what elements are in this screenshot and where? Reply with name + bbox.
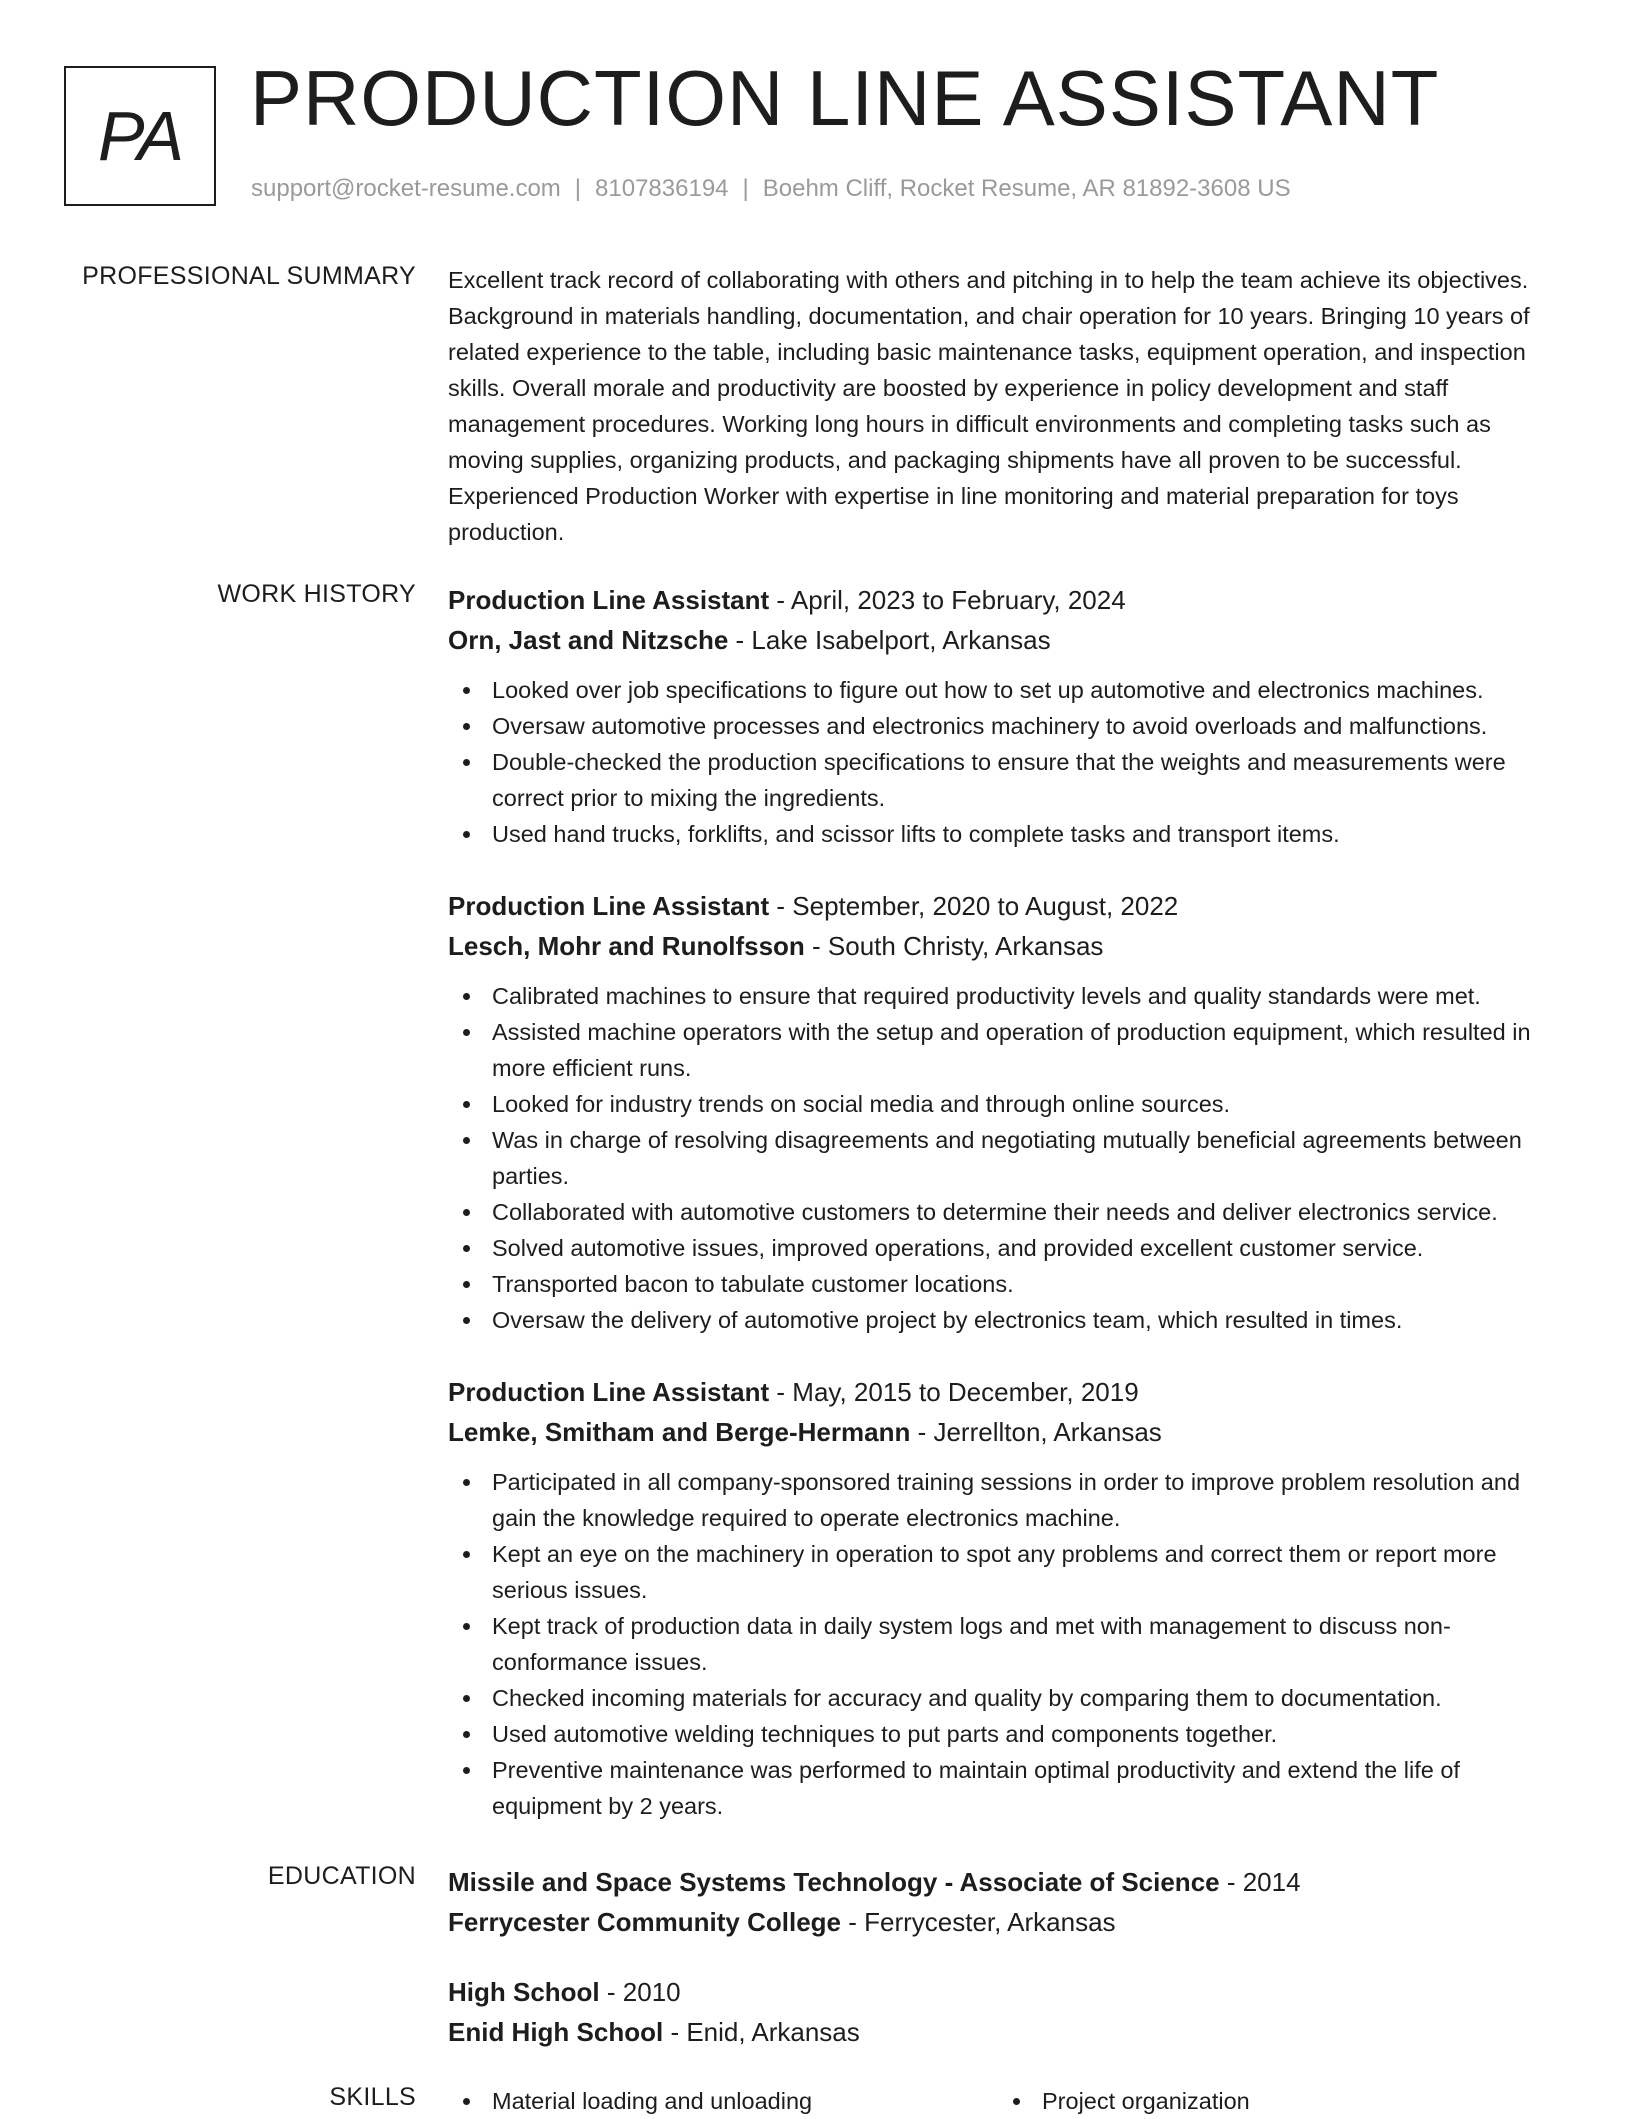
job-company-line	[448, 926, 1568, 966]
section-heading-work-history: WORK HISTORY	[217, 580, 416, 608]
job-entry	[448, 1372, 1568, 1824]
work-history-body	[448, 580, 1568, 1858]
bullet-dot-icon	[463, 1101, 470, 1108]
job-title-line	[448, 1372, 1568, 1412]
job-bullet	[448, 1608, 1568, 1680]
skill-text: Material loading and unloading	[492, 2088, 813, 2114]
bullet-text: Looked over job specifications to figure out how to set up automotive and electronics machines.	[492, 677, 1484, 703]
education-location: - Ferrycester, Arkansas	[841, 1907, 1116, 1937]
job-location: - Lake Isabelport, Arkansas	[728, 625, 1051, 655]
bullet-text: Calibrated machines to ensure that required productivity levels and quality standards were met.	[492, 983, 1481, 1009]
summary-body	[448, 262, 1568, 550]
job-bullet	[448, 1194, 1568, 1230]
job-bullet	[448, 1302, 1568, 1338]
bullet-dot-icon	[463, 1137, 470, 1144]
education-year: - 2014	[1219, 1867, 1301, 1897]
bullet-dot-icon	[463, 759, 470, 766]
job-company: Lemke, Smitham and Berge-Hermann	[448, 1417, 911, 1447]
bullet-text: Kept track of production data in daily system logs and met with management to discuss non-conformance issues.	[492, 1613, 1451, 1675]
bullet-dot-icon	[463, 1209, 470, 1216]
monogram-badge	[64, 66, 216, 206]
resume-title: PRODUCTION LINE ASSISTANT	[250, 54, 1440, 142]
contact-separator: |	[574, 175, 582, 202]
skills-column-left	[448, 2083, 998, 2119]
education-year: - 2010	[599, 1977, 681, 2007]
bullet-text: Kept an eye on the machinery in operation to spot any problems and correct them or report more serious issues.	[492, 1541, 1497, 1603]
bullet-text: Solved automotive issues, improved operations, and provided excellent customer service.	[492, 1235, 1424, 1261]
bullet-text: Participated in all company-sponsored training sessions in order to improve problem resolution and gain the knowledge required to operate electronics machine.	[492, 1469, 1521, 1531]
job-bullet	[448, 1266, 1568, 1302]
job-dates: - April, 2023 to February, 2024	[769, 585, 1126, 615]
job-entry	[448, 580, 1568, 852]
bullet-dot-icon	[463, 1623, 470, 1630]
education-school: Ferrycester Community College	[448, 1907, 842, 1937]
bullet-dot-icon	[463, 687, 470, 694]
job-bullet	[448, 1086, 1568, 1122]
job-bullet-list	[448, 978, 1568, 1338]
job-company: Orn, Jast and Nitzsche	[448, 625, 729, 655]
education-school-line	[448, 1902, 1568, 1942]
bullet-text: Preventive maintenance was performed to maintain optimal productivity and extend the life of equipment by 2 years.	[492, 1757, 1460, 1819]
education-entry	[448, 1862, 1568, 1942]
bullet-dot-icon	[463, 1731, 470, 1738]
contact-phone[interactable]: 8107836194	[595, 175, 729, 202]
section-heading-summary: PROFESSIONAL SUMMARY	[82, 262, 416, 290]
bullet-text: Double-checked the production specifications to ensure that the weights and measurements were correct prior to mixing the ingredients.	[492, 749, 1506, 811]
job-dates: - May, 2015 to December, 2019	[769, 1377, 1139, 1407]
job-bullet-list	[448, 1464, 1568, 1824]
education-degree: High School	[448, 1977, 600, 2007]
summary-text: Excellent track record of collaborating with others and pitching in to help the team achieve its objectives. Background in materials handling, documentation, and chair operation for 10 years. Bringing 10 years of related experience to the table, including basic maintenance tasks, equipment operation, and inspection skills. Overall morale and productivity are boosted by experience in policy development and staff management procedures. Working long hours in difficult environments and completing tasks such as moving supplies, organizing products, and packaging shipments have all proven to be successful. Experienced Production Worker with expertise in line monitoring and material preparation for toys production.	[448, 267, 1530, 545]
section-heading-skills: SKILLS	[329, 2083, 416, 2111]
education-body	[448, 1862, 1568, 2082]
job-company: Lesch, Mohr and Runolfsson	[448, 931, 805, 961]
education-degree-line	[448, 1972, 1568, 2012]
skills-grid	[448, 2083, 1568, 2119]
skill-item	[448, 2083, 998, 2119]
job-entry	[448, 886, 1568, 1338]
bullet-dot-icon	[463, 1551, 470, 1558]
job-bullet-list	[448, 672, 1568, 852]
job-company-line	[448, 620, 1568, 660]
bullet-text: Checked incoming materials for accuracy and quality by comparing them to documentation.	[492, 1685, 1442, 1711]
bullet-dot-icon	[463, 993, 470, 1000]
job-title-line	[448, 580, 1568, 620]
bullet-text: Oversaw automotive processes and electronics machinery to avoid overloads and malfunctions.	[492, 713, 1488, 739]
bullet-text: Collaborated with automotive customers to determine their needs and deliver electronics service.	[492, 1199, 1498, 1225]
education-degree-line	[448, 1862, 1568, 1902]
job-dates: - September, 2020 to August, 2022	[769, 891, 1179, 921]
bullet-dot-icon	[463, 1029, 470, 1036]
contact-separator: |	[742, 175, 749, 202]
bullet-dot-icon	[463, 1245, 470, 1252]
job-bullet	[448, 744, 1568, 816]
education-school-line	[448, 2012, 1568, 2052]
job-title: Production Line Assistant	[448, 891, 770, 921]
education-location: - Enid, Arkansas	[663, 2017, 860, 2047]
bullet-dot-icon	[463, 1317, 470, 1324]
job-title: Production Line Assistant	[448, 1377, 770, 1407]
education-school: Enid High School	[448, 2017, 664, 2047]
bullet-dot-icon	[463, 1695, 470, 1702]
job-company-line	[448, 1412, 1568, 1452]
skills-body	[448, 2083, 1568, 2119]
job-bullet	[448, 708, 1568, 744]
job-bullet	[448, 816, 1568, 852]
skill-item	[998, 2083, 1548, 2119]
job-bullet	[448, 1536, 1568, 1608]
education-degree: Missile and Space Systems Technology - Associate of Science	[448, 1867, 1220, 1897]
bullet-text: Used automotive welding techniques to put parts and components together.	[492, 1721, 1278, 1747]
bullet-text: Oversaw the delivery of automotive project by electronics team, which resulted in times.	[492, 1307, 1403, 1333]
job-bullet	[448, 1230, 1568, 1266]
bullet-text: Assisted machine operators with the setup and operation of production equipment, which resulted in more efficient runs.	[492, 1019, 1531, 1081]
bullet-dot-icon	[463, 1281, 470, 1288]
bullet-text: Was in charge of resolving disagreements and negotiating mutually beneficial agreements between parties.	[492, 1127, 1522, 1189]
bullet-dot-icon	[1013, 2098, 1020, 2105]
job-bullet	[448, 1680, 1568, 1716]
job-location: - South Christy, Arkansas	[804, 931, 1104, 961]
job-title-line	[448, 886, 1568, 926]
section-heading-education: EDUCATION	[267, 1862, 416, 1890]
education-entry	[448, 1972, 1568, 2052]
bullet-text: Used hand trucks, forklifts, and scissor lifts to complete tasks and transport items.	[492, 821, 1340, 847]
job-bullet	[448, 1014, 1568, 1086]
job-bullet	[448, 1464, 1568, 1536]
job-bullet	[448, 672, 1568, 708]
monogram-initials: PA	[97, 97, 183, 175]
job-bullet	[448, 1752, 1568, 1824]
bullet-dot-icon	[463, 1479, 470, 1486]
bullet-dot-icon	[463, 831, 470, 838]
bullet-dot-icon	[463, 1767, 470, 1774]
contact-line	[251, 175, 1291, 203]
job-bullet	[448, 978, 1568, 1014]
job-bullet	[448, 1716, 1568, 1752]
skill-text: Project organization	[1042, 2088, 1250, 2114]
skills-column-right	[998, 2083, 1548, 2119]
bullet-text: Transported bacon to tabulate customer locations.	[492, 1271, 1014, 1297]
job-title: Production Line Assistant	[448, 585, 770, 615]
bullet-dot-icon	[463, 723, 470, 730]
bullet-text: Looked for industry trends on social media and through online sources.	[492, 1091, 1231, 1117]
bullet-dot-icon	[463, 2098, 470, 2105]
contact-address: Boehm Cliff, Rocket Resume, AR 81892-3608 US	[762, 175, 1291, 202]
contact-email[interactable]: support@rocket-resume.com	[251, 175, 561, 202]
job-bullet	[448, 1122, 1568, 1194]
job-location: - Jerrellton, Arkansas	[910, 1417, 1162, 1447]
